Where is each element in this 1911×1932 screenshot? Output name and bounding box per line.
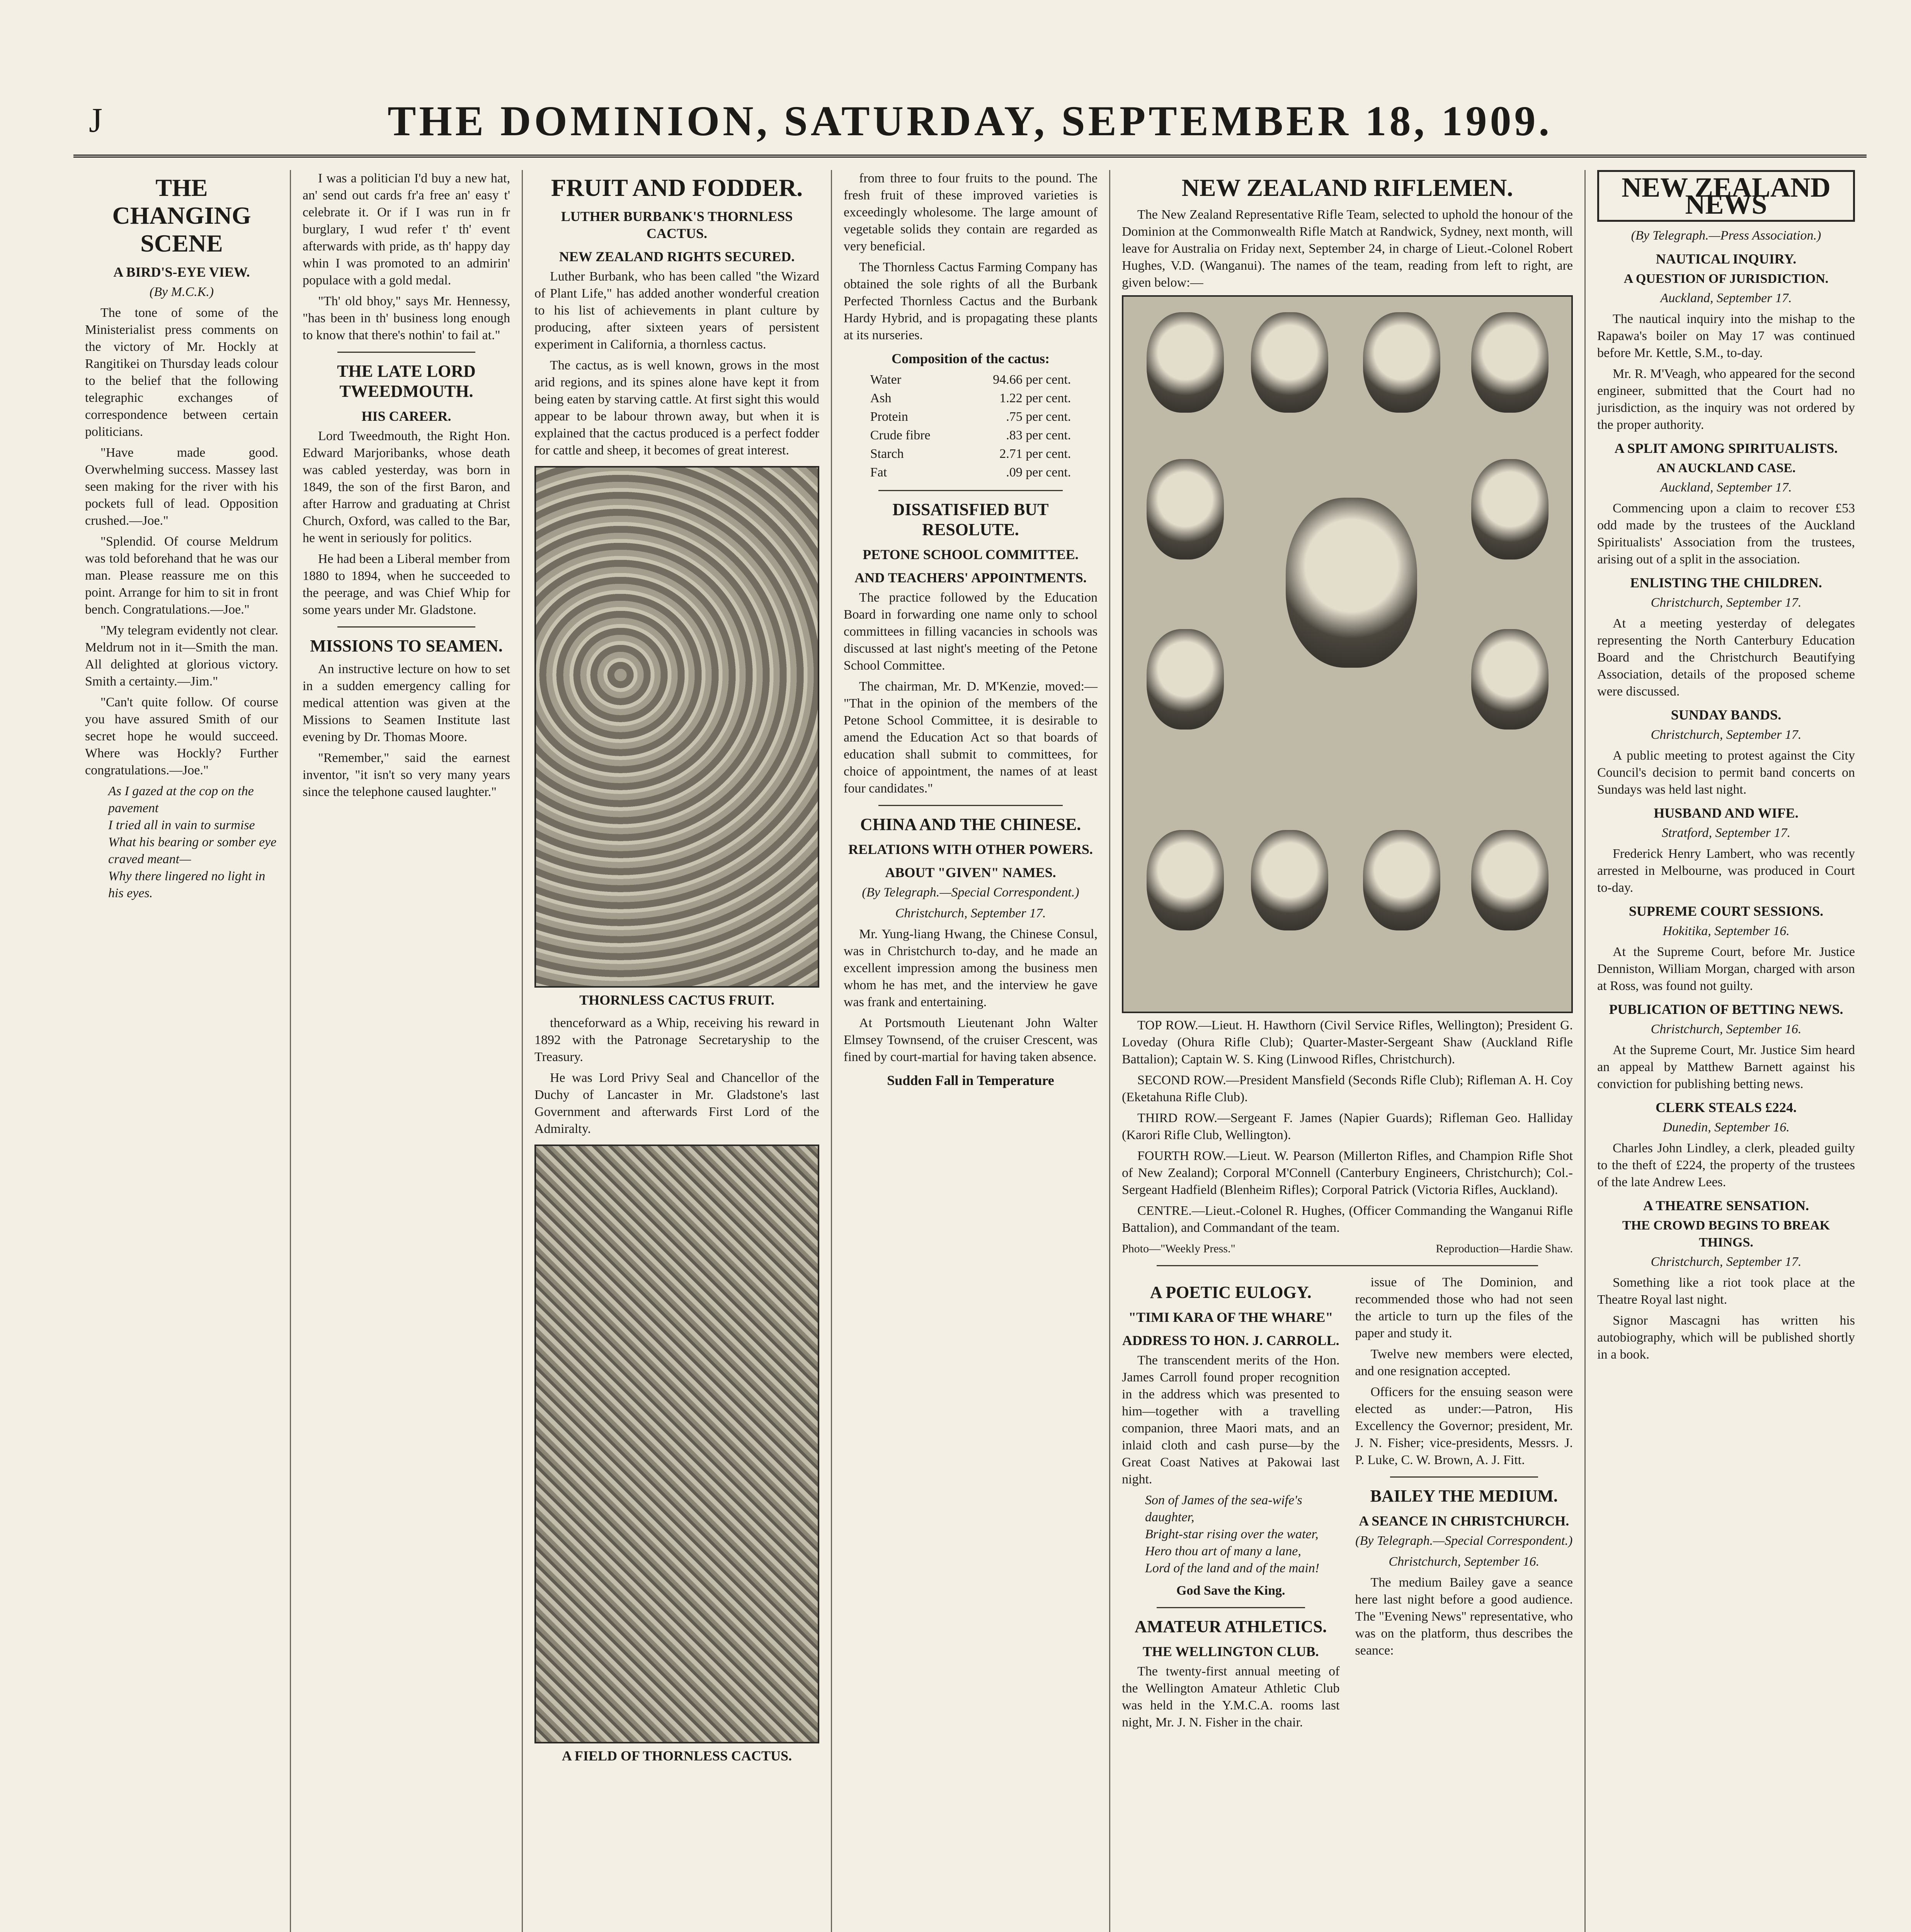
headline-poetic-eulogy: A POETIC EULOGY. bbox=[1150, 1283, 1312, 1302]
table-cell: 94.66 per cent. bbox=[993, 372, 1071, 387]
column-1 bbox=[73, 170, 290, 1932]
dateline: Auckland, September 17. bbox=[1660, 291, 1792, 305]
table-cell: .83 per cent. bbox=[1006, 428, 1071, 442]
news-heading: HUSBAND AND WIFE. bbox=[1654, 805, 1799, 821]
subhead-teachers: AND TEACHERS' APPOINTMENTS. bbox=[854, 570, 1087, 585]
paragraph: The nautical inquiry into the mishap to the Rapawa's boiler on May 17 was continued before Mr. Kettle, S.M., to-day. bbox=[1597, 312, 1855, 360]
team-row: CENTRE.—Lieut.-Colonel R. Hughes, (Officer Commanding the Wanganui Rifle Battalion), and Commandant of the team. bbox=[1122, 1204, 1573, 1235]
paragraph: He had been a Liberal member from 1880 to 1894, when he succeeded to the peerage, and was Chief Whip for some years under Mr. Gladstone. bbox=[303, 552, 510, 617]
divider bbox=[1390, 1476, 1538, 1478]
paragraph: Mr. R. M'Veagh, who appeared for the second engineer, submitted that the Court had no jurisdiction, as the inquiry was not ordered by the proper authority. bbox=[1597, 367, 1855, 432]
table-row bbox=[870, 464, 1072, 481]
paragraph: "My telegram evidently not clear. Meldrum not in it—Smith the man. All delighted at glorious victory. Smith a certainty.—Jim." bbox=[85, 623, 278, 689]
photo-credits bbox=[1122, 1240, 1573, 1257]
photo-caption: A FIELD OF THORNLESS CACTUS. bbox=[562, 1748, 792, 1764]
table-row bbox=[870, 389, 1072, 407]
divider bbox=[878, 805, 1063, 806]
table-row bbox=[870, 371, 1072, 389]
paragraph: Charles John Lindley, a clerk, pleaded guilty to the theft of £224, the property of the trustees of the late Andrew Lees. bbox=[1597, 1141, 1855, 1189]
column-3 bbox=[522, 170, 831, 1932]
table-heading: Composition of the cactus: bbox=[892, 351, 1050, 366]
paragraph: The Thornless Cactus Farming Company has obtained the sole rights of all the Burbank Perfected Thornless Cactus and the Burbank Hardy Hybrid, and is propagating these plants at its nurseries. bbox=[844, 260, 1098, 342]
subhead-rights: NEW ZEALAND RIGHTS SECURED. bbox=[559, 249, 795, 264]
dateline: Christchurch, September 17. bbox=[1651, 728, 1802, 742]
subhead-petone: PETONE SCHOOL COMMITTEE. bbox=[863, 547, 1079, 562]
portrait bbox=[1471, 459, 1549, 560]
portrait bbox=[1147, 830, 1224, 930]
paragraph: At the Supreme Court, Mr. Justice Sim heard an appeal by Matthew Barnett against his conviction for publishing betting news. bbox=[1597, 1043, 1855, 1091]
headline-athletics: AMATEUR ATHLETICS. bbox=[1135, 1617, 1327, 1636]
subhead-temperature: Sudden Fall in Temperature bbox=[887, 1073, 1054, 1088]
paragraph: Officers for the ensuing season were elected as under:—Patron, His Excellency the Governor; president, Mr. J. N. Fisher; vice-presidents, Messrs. J. P. Luke, C. W. Brown, A. J. Fitt. bbox=[1355, 1385, 1573, 1467]
news-heading: ENLISTING THE CHILDREN. bbox=[1630, 575, 1822, 590]
team-row: TOP ROW.—Lieut. H. Hawthorn (Civil Service Rifles, Wellington); President G. Loveday (Ohura Rifle Club); Quarter-Master-Sergeant Shaw (Auckland Rifle Battalion); Captain W. S. King (Linwood Rifles, Christchurch). bbox=[1122, 1018, 1573, 1066]
subhead-birds-eye: A BIRD'S-EYE VIEW. bbox=[113, 264, 250, 280]
headline-tweedmouth: THE LATE LORD TWEEDMOUTH. bbox=[337, 362, 476, 401]
paragraph: Something like a riot took place at the Theatre Royal last night. bbox=[1597, 1276, 1855, 1307]
verse-line: Hero thou art of many a lane, bbox=[1145, 1544, 1301, 1558]
divider bbox=[1157, 1607, 1305, 1608]
riflemen-photo-montage bbox=[1122, 295, 1573, 1013]
table-cell: .09 per cent. bbox=[1006, 465, 1071, 480]
verse-line: What his bearing or somber eye craved meant— bbox=[108, 835, 277, 866]
subhead-burbank: LUTHER BURBANK'S THORNLESS CACTUS. bbox=[561, 209, 793, 241]
photo-caption: THORNLESS CACTUS FRUIT. bbox=[579, 992, 774, 1008]
headline-missions: MISSIONS TO SEAMEN. bbox=[310, 636, 503, 655]
paragraph: The transcendent merits of the Hon. James Carroll found proper recognition in the address which was presented to him—together with a travelling companion, three Maori mats, and an inlaid cloth and cash purse—by the Great Coast Natives at Pakowai last night. bbox=[1122, 1353, 1340, 1486]
portrait bbox=[1471, 629, 1549, 730]
divider bbox=[1157, 1265, 1538, 1266]
news-heading: CLERK STEALS £224. bbox=[1655, 1100, 1797, 1115]
table-cell: Fat bbox=[870, 465, 887, 480]
paragraph: Signor Mascagni has written his autobiography, which will be published shortly in a book. bbox=[1597, 1313, 1855, 1362]
dateline: Christchurch, September 17. bbox=[895, 906, 1046, 920]
portrait bbox=[1363, 312, 1440, 413]
cactus-fruit-photo bbox=[534, 466, 819, 988]
verse bbox=[1122, 1492, 1340, 1577]
subhead-career: HIS CAREER. bbox=[361, 408, 451, 424]
news-heading: NAUTICAL INQUIRY. bbox=[1656, 251, 1797, 267]
dateline: Dunedin, September 16. bbox=[1663, 1120, 1790, 1134]
news-sub: AN AUCKLAND CASE. bbox=[1656, 461, 1796, 475]
team-row: SECOND ROW.—President Mansfield (Seconds Rifle Club); Rifleman A. H. Coy (Eketahuna Rifle Club). bbox=[1122, 1073, 1573, 1104]
paragraph: The twenty-first annual meeting of the Wellington Amateur Athletic Club was held in the Y.M.C.A. rooms last night, Mr. J. N. Fisher in the chair. bbox=[1122, 1664, 1340, 1730]
verse-line: I tried all in vain to surmise bbox=[108, 818, 255, 832]
paragraph: An instructive lecture on how to set in a sudden emergency calling for medical attention was given at the Missions to Seamen Institute last evening by Dr. Thomas Moore. bbox=[303, 662, 510, 744]
verse-line: Why there lingered no light in his eyes. bbox=[108, 869, 265, 900]
column-5 bbox=[1109, 170, 1584, 1932]
paragraph: Commencing upon a claim to recover £53 odd made by the trustees of the Auckland Spiritualists' Association from the trustees, arising out of a split in the association. bbox=[1597, 501, 1855, 566]
portrait bbox=[1147, 459, 1224, 560]
photo-credit: Photo—"Weekly Press." bbox=[1122, 1242, 1235, 1255]
table-cell: Protein bbox=[870, 410, 908, 424]
paragraph: "Splendid. Of course Meldrum was told beforehand that he was our man. Please reassure me on this point. Arrange for him to sit in front bench. Congratulations.—Joe." bbox=[85, 534, 278, 617]
news-heading: SUNDAY BANDS. bbox=[1671, 707, 1782, 723]
paragraph: I was a politician I'd buy a new hat, an' send out cards fr'a free an' easy t' celebrate it. Or if I was run in fr burglary, I wud refer t' th' event afterwards with pride, as th' happy day whin I was promoted to an admirin' populace with a gold medal. bbox=[303, 171, 510, 287]
verse-line: Lord of the land and of the main! bbox=[1145, 1561, 1320, 1575]
news-heading: A SPLIT AMONG SPIRITUALISTS. bbox=[1614, 440, 1838, 456]
portrait bbox=[1363, 830, 1440, 930]
lower-left bbox=[1122, 1274, 1340, 1735]
portrait bbox=[1251, 312, 1328, 413]
byline: (By M.C.K.) bbox=[149, 285, 214, 299]
divider bbox=[337, 626, 475, 628]
table-cell: Water bbox=[870, 372, 902, 387]
byline: (By Telegraph.—Special Correspondent.) bbox=[1355, 1534, 1573, 1548]
portrait bbox=[1251, 830, 1328, 930]
news-heading: SUPREME COURT SESSIONS. bbox=[1629, 903, 1824, 919]
paragraph: At a meeting yesterday of delegates representing the North Canterbury Education Board and the Christchurch Beautifying Association, details of the proposed scheme were discussed. bbox=[1597, 616, 1855, 699]
table-cell: Ash bbox=[870, 391, 892, 405]
news-heading: PUBLICATION OF BETTING NEWS. bbox=[1609, 1002, 1843, 1017]
news-sub: A QUESTION OF JURISDICTION. bbox=[1623, 272, 1829, 286]
paragraph: thenceforward as a Whip, receiving his reward in 1892 with the Patronage Secretaryship to the Treasury. bbox=[534, 1016, 819, 1064]
dateline: Christchurch, September 17. bbox=[1651, 595, 1802, 610]
paragraph: "Th' old bhoy," says Mr. Hennessy, "has been in th' business long enough to know that there's nothin' to fail at." bbox=[303, 294, 510, 342]
masthead-title: THE DOMINION, SATURDAY, SEPTEMBER 18, 1909. bbox=[388, 97, 1552, 145]
masthead bbox=[73, 97, 1867, 158]
paragraph: He was Lord Privy Seal and Chancellor of the Duchy of Lancaster in Mr. Gladstone's last Government and afterwards First Lord of the Admiralty. bbox=[534, 1071, 819, 1136]
verse-line: Bright-star rising over the water, bbox=[1145, 1527, 1319, 1541]
verse-line: Son of James of the sea-wife's daughter, bbox=[1145, 1493, 1302, 1524]
closing-line: God Save the King. bbox=[1176, 1583, 1285, 1598]
composition-table bbox=[869, 370, 1072, 482]
dateline: Christchurch, September 16. bbox=[1651, 1022, 1802, 1036]
paragraph: issue of The Dominion, and recommended those who had not seen the article to turn up the files of the paper and study it. bbox=[1355, 1275, 1573, 1340]
table-cell: .75 per cent. bbox=[1006, 410, 1071, 424]
table-cell: 1.22 per cent. bbox=[999, 391, 1071, 405]
paragraph: Frederick Henry Lambert, who was recently arrested in Melbourne, was produced in Court to-day. bbox=[1597, 847, 1855, 895]
column-4 bbox=[831, 170, 1109, 1932]
subhead-relations: RELATIONS WITH OTHER POWERS. bbox=[848, 842, 1093, 857]
subhead-wellington-club: THE WELLINGTON CLUB. bbox=[1142, 1644, 1319, 1659]
paragraph: The practice followed by the Education Board in forwarding one name only to school committees in filling vacancies in schools was discussed at last night's meeting of the Petone School Committee. bbox=[844, 590, 1098, 673]
subhead-address: ADDRESS TO HON. J. CARROLL. bbox=[1122, 1333, 1339, 1348]
verse-line: As I gazed at the cop on the pavement bbox=[108, 784, 254, 815]
paragraph: The New Zealand Representative Rifle Team, selected to uphold the honour of the Dominion at the Commonwealth Rifle Match at Randwick, Sydney, next month, will leave for Australia on Friday next, September 24, in charge of Lieut.-Colonel Robert Hughes, V.D. (Wanganui). The names of the team, reading from left to right, are given below:— bbox=[1122, 207, 1573, 290]
table-row bbox=[870, 408, 1072, 426]
page-letter: J bbox=[89, 101, 103, 139]
paragraph: from three to four fruits to the pound. The fresh fruit of these improved varieties is exceedingly wholesome. The large amount of vegetable solids they contain are regarded as very beneficial. bbox=[844, 171, 1098, 253]
table-cell: 2.71 per cent. bbox=[999, 447, 1071, 461]
news-sub: THE CROWD BEGINS TO BREAK THINGS. bbox=[1622, 1218, 1830, 1250]
paragraph: Lord Tweedmouth, the Right Hon. Edward Marjoribanks, whose death was cabled yesterday, was born in 1849, the son of the first Baron, and after Harrow and graduating at Christ Church, Oxford, was called to the Bar, he went in seriously for politics. bbox=[303, 429, 510, 545]
cactus-field-photo bbox=[534, 1145, 819, 1743]
table-row bbox=[870, 445, 1072, 463]
paragraph: A public meeting to protest against the City Council's decision to permit band concerts on Sundays was held last night. bbox=[1597, 748, 1855, 797]
dateline: Hokitika, September 16. bbox=[1663, 924, 1790, 938]
headline-riflemen: NEW ZEALAND RIFLEMEN. bbox=[1181, 174, 1513, 201]
team-row: THIRD ROW.—Sergeant F. James (Napier Guards); Rifleman Geo. Halliday (Karori Rifle Club, Wellington). bbox=[1122, 1111, 1573, 1142]
subhead-given-names: ABOUT "GIVEN" NAMES. bbox=[885, 865, 1056, 880]
divider bbox=[878, 490, 1063, 491]
headline-china: CHINA AND THE CHINESE. bbox=[860, 815, 1081, 834]
portrait bbox=[1147, 312, 1224, 413]
portrait-commandant bbox=[1286, 498, 1417, 668]
subhead-timi-kara: "TIMI KARA OF THE WHARE" bbox=[1128, 1310, 1333, 1325]
subhead-seance: A SEANCE IN CHRISTCHURCH. bbox=[1359, 1513, 1569, 1529]
column-6 bbox=[1584, 170, 1867, 1932]
dateline: Christchurch, September 16. bbox=[1389, 1554, 1540, 1569]
table-row bbox=[870, 427, 1072, 444]
paragraph: The chairman, Mr. D. M'Kenzie, moved:— "That in the opinion of the members of the Petone School Committee, it is desirable to amend the Education Act so that boards of education shall submit to committees, for choice of appointment, the names of at least four candidates." bbox=[844, 679, 1098, 796]
paragraph: The tone of some of the Ministerialist press comments on the victory of Mr. Hockly at Rangitikei on Thursday leads colour to the belief that the following telegraphic exchanges of correspondence between certain politicians. bbox=[85, 306, 278, 439]
paragraph: At Portsmouth Lieutenant John Walter Elmsey Townsend, of the cruiser Crescent, was fined by court-martial for having taken absence. bbox=[844, 1016, 1098, 1064]
portrait bbox=[1147, 629, 1224, 730]
dateline: Christchurch, September 17. bbox=[1651, 1255, 1802, 1269]
verse bbox=[85, 783, 278, 902]
news-heading: A THEATRE SENSATION. bbox=[1643, 1198, 1809, 1213]
nz-news-banner: NEW ZEALAND NEWS bbox=[1597, 170, 1855, 222]
paragraph: Mr. Yung-liang Hwang, the Chinese Consul, was in Christchurch to-day, and he made an excellent impression among the business men whom he has met, and the interview he gave was frank and entertaining. bbox=[844, 927, 1098, 1009]
paragraph: Twelve new members were elected, and one resignation accepted. bbox=[1355, 1347, 1573, 1378]
headline-changing-scene: THE CHANGING SCENE bbox=[112, 174, 251, 257]
paragraph: At the Supreme Court, before Mr. Justice Denniston, William Morgan, charged with arson at Ross, was found not guilty. bbox=[1597, 945, 1855, 993]
portrait bbox=[1471, 312, 1549, 413]
team-row: FOURTH ROW.—Lieut. W. Pearson (Millerton Rifles, and Champion Rifle Shot of New Zealand); Corporal M'Connell (Canterbury Engineers, Christchurch); Col.-Sergeant Hadfield (Blenheim Rifles); Corporal Patrick (Victoria Rifles, Auckland). bbox=[1122, 1149, 1573, 1197]
divider bbox=[337, 352, 475, 353]
paragraph: "Have made good. Overwhelming success. Massey last seen making for the river with his pockets full of lead. Opposition crushed.—Joe." bbox=[85, 446, 278, 528]
headline-fruit-fodder: FRUIT AND FODDER. bbox=[551, 174, 803, 201]
dateline: Stratford, September 17. bbox=[1661, 826, 1791, 840]
lower-right bbox=[1355, 1274, 1573, 1735]
paragraph: "Can't quite follow. Of course you have assured Smith of our secret hope he would succeed. Where was Hockly? Further congratulations.—Joe." bbox=[85, 695, 278, 777]
paragraph: Luther Burbank, who has been called "the Wizard of Plant Life," has added another wonderful creation to his list of achievements in plant culture by producing, after sixteen years of persistent experiment in California, a thornless cactus. bbox=[534, 269, 819, 352]
paragraph: The medium Bailey gave a seance here last night before a good audience. The "Evening News" representative, who was on the platform, thus describes the seance: bbox=[1355, 1575, 1573, 1658]
table-cell: Crude fibre bbox=[870, 428, 931, 442]
headline-dissatisfied: DISSATISFIED BUT RESOLUTE. bbox=[892, 500, 1049, 539]
lower-split bbox=[1122, 1274, 1573, 1735]
headline-bailey: BAILEY THE MEDIUM. bbox=[1370, 1486, 1558, 1505]
reproduction-credit: Reproduction—Hardie Shaw. bbox=[1436, 1242, 1573, 1255]
column-2 bbox=[290, 170, 522, 1932]
table-cell: Starch bbox=[870, 447, 904, 461]
paragraph: "Remember," said the earnest inventor, "it isn't so very many years since the telephone caused laughter." bbox=[303, 751, 510, 799]
banner-sub: (By Telegraph.—Press Association.) bbox=[1631, 228, 1821, 243]
portrait bbox=[1471, 830, 1549, 930]
paragraph: The cactus, as is well known, grows in the most arid regions, and its spines alone have kept it from being eaten by starving cattle. At first sight this would appear to be labour thrown away, but when it is explained that the cactus produced is a perfect fodder for cattle and sheep, it becomes of great interest. bbox=[534, 358, 819, 457]
dateline: Auckland, September 17. bbox=[1660, 480, 1792, 495]
byline: (By Telegraph.—Special Correspondent.) bbox=[862, 885, 1079, 900]
